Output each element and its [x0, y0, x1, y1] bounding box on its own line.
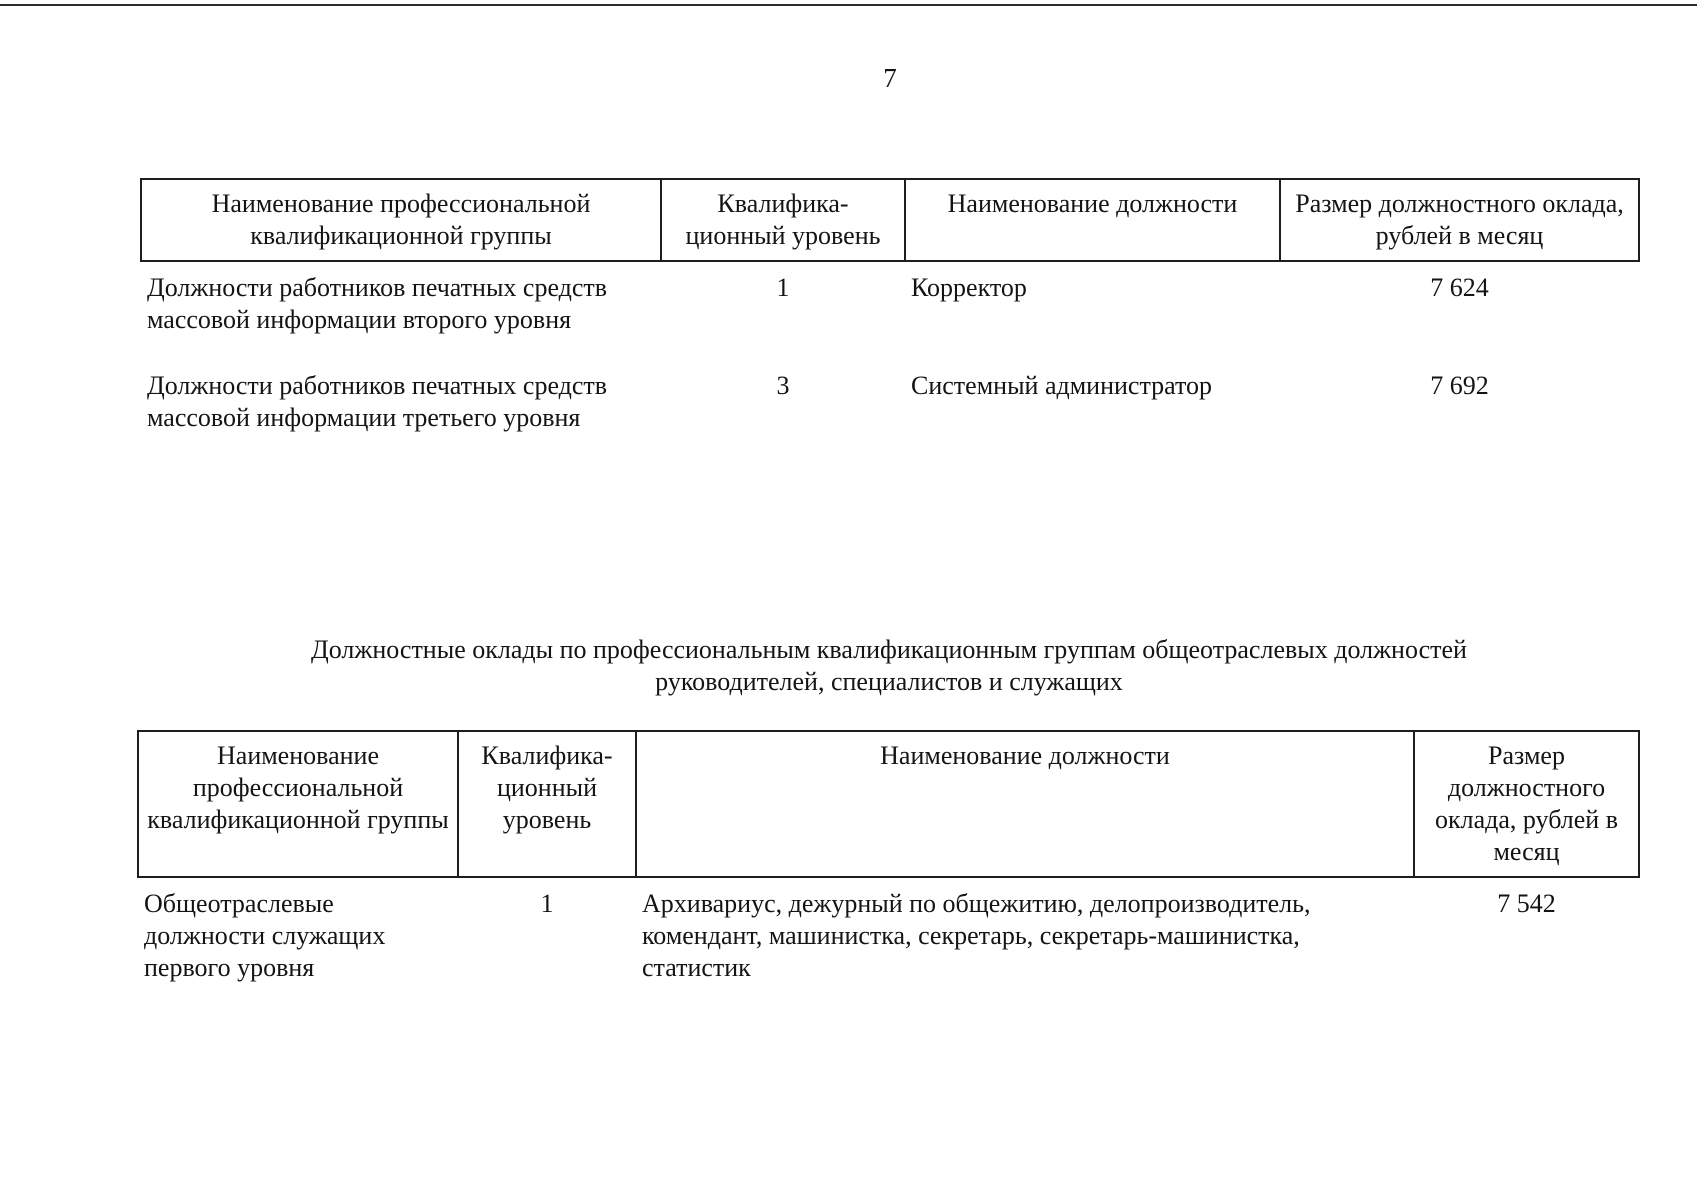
- header-salary: Размер должностного оклада, рублей в месяц: [1280, 179, 1639, 261]
- cell-group-name: Должности работников печатных средств массовой информации третьего уровня: [147, 371, 608, 432]
- table-row: [141, 360, 1639, 458]
- table-header-row: [138, 731, 1639, 877]
- salary-table-general-positions: [137, 730, 1640, 984]
- page-number: 7: [883, 63, 897, 93]
- cell-qualification-level: 1: [776, 273, 790, 302]
- section-title-line-2: руководителей, специалистов и служащих: [655, 667, 1123, 696]
- table-row: [138, 877, 1639, 984]
- cell-position-name: Системный администратор: [911, 371, 1213, 400]
- table-row: [141, 261, 1639, 360]
- cell-qualification-level: 1: [540, 889, 554, 918]
- cell-position-name: Архивариус, дежурный по общежитию, делопроизводитель, комендант, машинистка, секретарь, секретарь-машинистка, статистик: [642, 889, 1311, 982]
- cell-salary: 7 692: [1430, 371, 1489, 400]
- section-title-line-1: Должностные оклады по профессиональным квалификационным группам общеотраслевых должностей: [311, 635, 1467, 664]
- cell-qualification-level: 3: [776, 371, 790, 400]
- header-qualification-level: Квалифика- ционный уровень: [458, 731, 636, 877]
- cell-group-name: Должности работников печатных средств массовой информации второго уровня: [147, 273, 608, 334]
- table-header-row: [141, 179, 1639, 261]
- header-qualification-level: Квалифика- ционный уровень: [661, 179, 905, 261]
- header-salary: Размер должностного оклада, рублей в месяц: [1414, 731, 1639, 877]
- header-position-name: Наименование должности: [905, 179, 1280, 261]
- cell-salary: 7 624: [1430, 273, 1489, 302]
- salary-table-print-media: [140, 178, 1640, 458]
- cell-salary: 7 542: [1497, 889, 1556, 918]
- top-border-line: [0, 4, 1697, 6]
- header-group-name: Наименование профессиональной квалификационной группы: [141, 179, 661, 261]
- cell-group-name: Общеотраслевые должности служащих первого уровня: [144, 889, 386, 982]
- section-title: [140, 634, 1638, 698]
- header-group-name: Наименование профессиональной квалификационной группы: [138, 731, 458, 877]
- cell-position-name: Корректор: [911, 273, 1027, 302]
- header-position-name: Наименование должности: [636, 731, 1414, 877]
